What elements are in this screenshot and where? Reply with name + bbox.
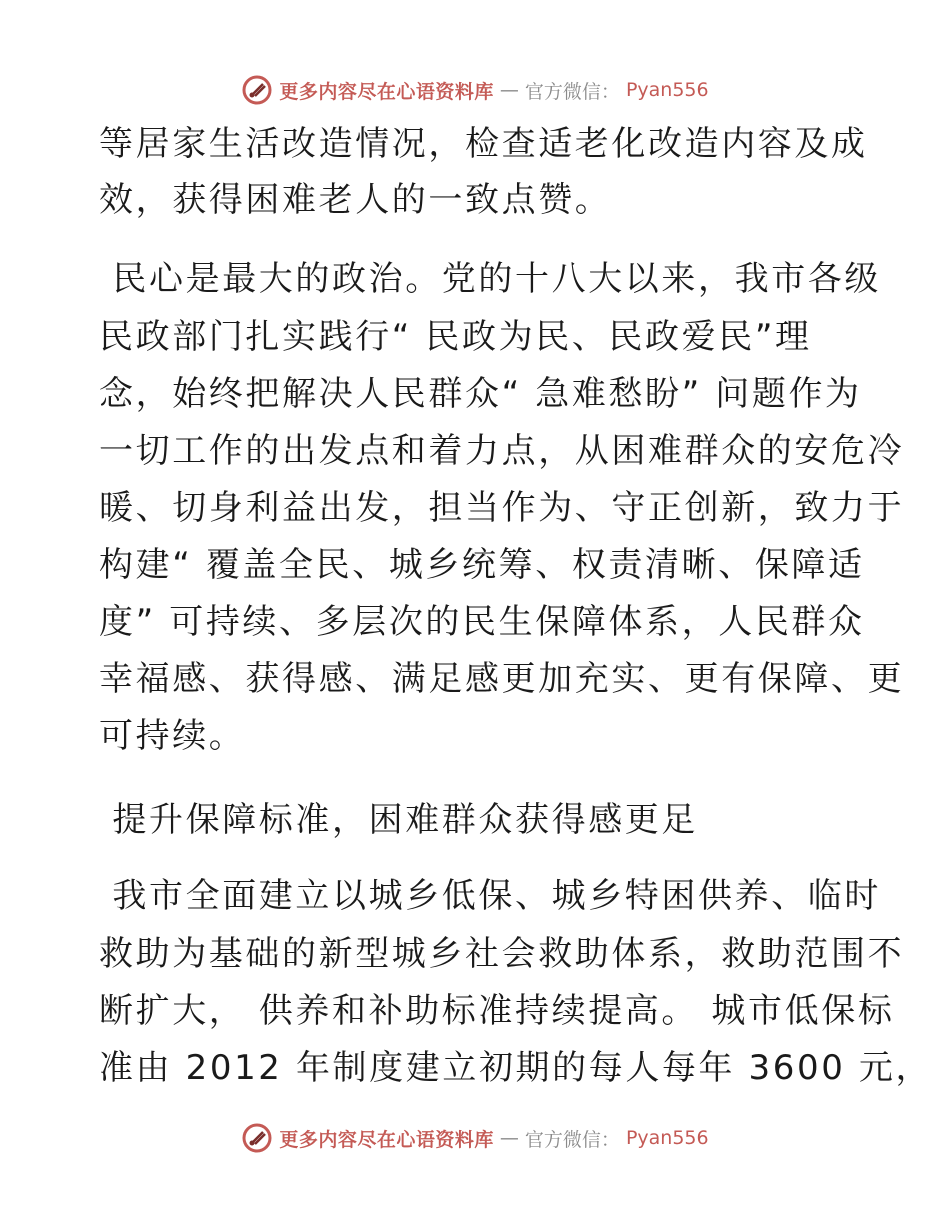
text-line: 构建“ 覆盖全民、城乡统筹、权责清晰、保障适 <box>99 545 865 585</box>
text-line: 暖、切身利益出发，担当作为、守正创新，致力于 <box>99 488 905 528</box>
footer-watermark <box>0 1122 950 1154</box>
logo-icon <box>241 74 273 106</box>
text-line: 救助为基础的新型城乡社会救助体系，救助范围不 <box>99 934 905 974</box>
watermark-title: 更多内容尽在心语资料库 <box>279 1128 494 1151</box>
text-line: 念，始终把解决人民群众“ 急难愁盼” 问题作为 <box>99 374 862 414</box>
watermark-label: 官方微信： <box>524 80 620 103</box>
text-line: 幸福感、获得感、满足感更加充实、更有保障、更 <box>99 659 905 699</box>
text-line: 可持续。 <box>99 716 246 756</box>
watermark-dash: — <box>499 1127 519 1149</box>
watermark-label: 官方微信： <box>524 1128 620 1151</box>
text-line: 断扩大， 供养和补助标准持续提高。 城市低保标 <box>99 991 895 1031</box>
watermark-title: 更多内容尽在心语资料库 <box>279 80 494 103</box>
text-line: 民心是最大的政治。党的十八大以来，我市各级 <box>99 259 882 299</box>
watermark-id: Pyan556 <box>625 79 709 101</box>
text-line: 效，获得困难老人的一致点赞。 <box>99 180 612 220</box>
text-line: 度” 可持续、多层次的民生保障体系，人民群众 <box>99 602 865 642</box>
section-heading: 提升保障标准，困难群众获得感更足 <box>99 800 699 840</box>
header-watermark <box>0 74 950 106</box>
watermark-dash: — <box>499 79 519 101</box>
text-line: 一切工作的出发点和着力点，从困难群众的安危冷 <box>99 431 905 471</box>
text-line: 准由 2012 年制度建立初期的每人每年 3600 元， <box>99 1048 933 1088</box>
text-line: 等居家生活改造情况，检查适老化改造内容及成 <box>99 124 868 164</box>
text-line: 民政部门扎实践行“ 民政为民、民政爱民”理 <box>99 317 812 357</box>
watermark-id: Pyan556 <box>625 1127 709 1149</box>
text-line: 我市全面建立以城乡低保、城乡特困供养、临时 <box>99 876 882 916</box>
logo-icon <box>241 1122 273 1154</box>
